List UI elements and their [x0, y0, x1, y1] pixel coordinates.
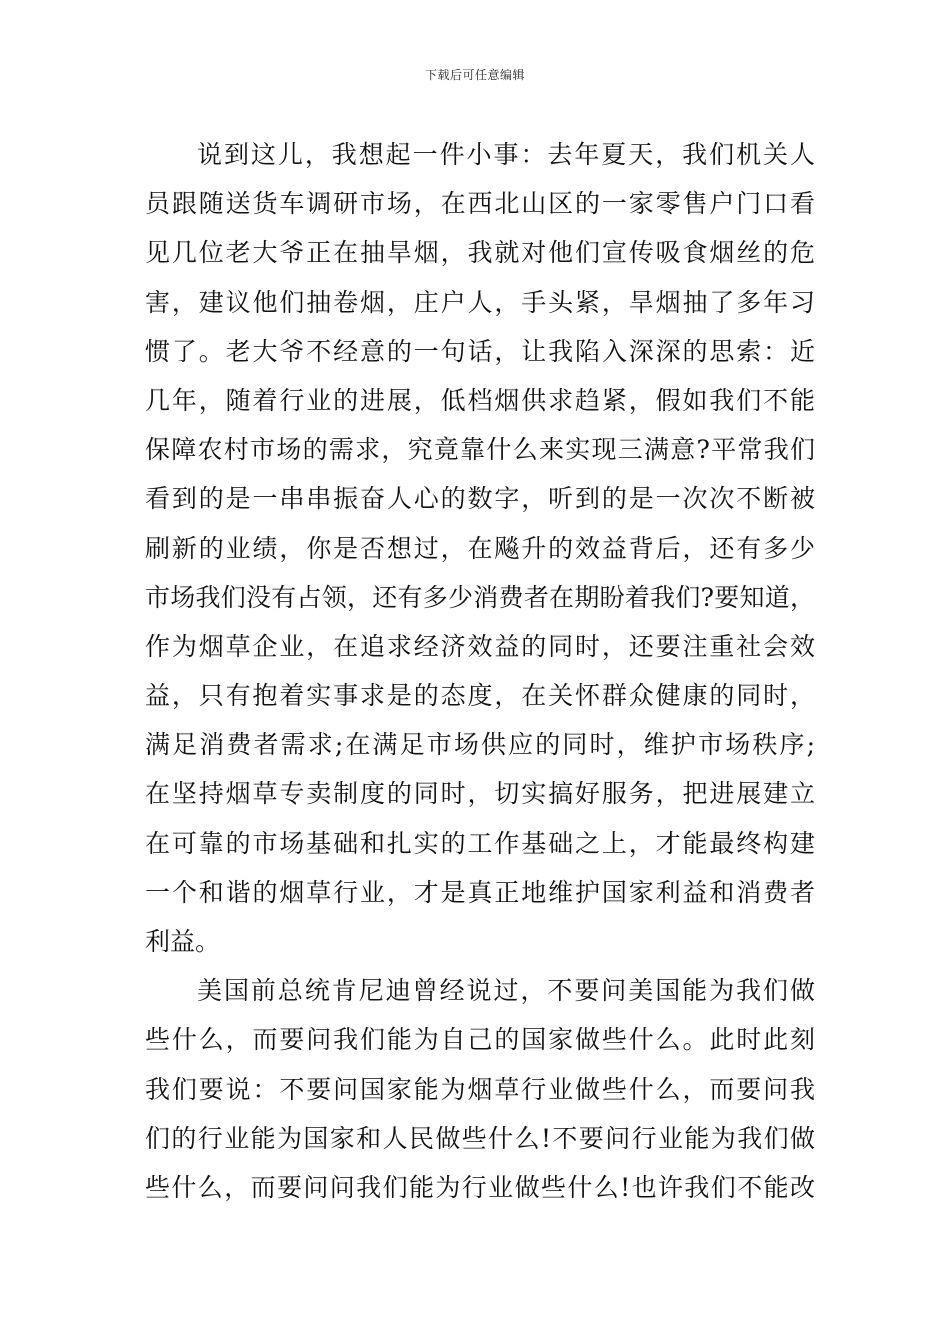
page-header: 下载后可任意编辑 — [424, 68, 525, 82]
text-line: 说到这儿，我想起一件小事：去年夏天，我们机关人 — [197, 140, 815, 169]
text-line: 员跟随送货车调研市场，在西北山区的一家零售户门口看 — [145, 189, 815, 219]
text-line: 满足消费者需求;在满足市场供应的同时，维护市场秩序; — [145, 730, 815, 760]
paragraph-2 — [145, 966, 815, 1212]
text-line: 惯了。老大爷不经意的一句话，让我陷入深深的思索：近 — [145, 336, 815, 366]
text-line: 在可靠的市场基础和扎实的工作基础之上，才能最终构建 — [145, 828, 815, 858]
text-line: 美国前总统肯尼迪曾经说过，不要问美国能为我们做 — [197, 976, 815, 1006]
text-line: 刷新的业绩，你是否想过，在飚升的效益背后，还有多少 — [145, 533, 815, 563]
text-line: 我们要说：不要问国家能为烟草行业做些什么，而要问我 — [145, 1074, 815, 1104]
text-line: 作为烟草企业，在追求经济效益的同时，还要注重社会效 — [145, 631, 815, 661]
text-line: 看到的是一串串振奋人心的数字，听到的是一次次不断被 — [145, 484, 815, 514]
document-body — [145, 130, 815, 1212]
paragraph-1 — [145, 130, 815, 966]
text-line: 一个和谐的烟草行业，才是真正地维护国家利益和消费者 — [145, 877, 815, 907]
text-line: 几年，随着行业的进展，低档烟供求趋紧，假如我们不能 — [145, 385, 815, 415]
text-line: 们的行业能为国家和人民做些什么!不要问行业能为我们做 — [145, 1123, 815, 1153]
text-line: 保障农村市场的需求，究竟靠什么来实现三满意?平常我们 — [145, 435, 815, 465]
text-line: 害，建议他们抽卷烟，庄户人，手头紧，旱烟抽了多年习 — [145, 287, 815, 317]
text-line: 利益。 — [145, 927, 221, 956]
text-line: 在坚持烟草专卖制度的同时，切实搞好服务，把进展建立 — [145, 779, 815, 809]
text-line: 些什么，而要问我们能为自己的国家做些什么。此时此刻 — [145, 1025, 815, 1055]
text-line: 市场我们没有占领，还有多少消费者在期盼着我们?要知道， — [145, 582, 815, 612]
text-line: 些什么，而要问问我们能为行业做些什么!也许我们不能改 — [145, 1172, 815, 1202]
text-line: 见几位老大爷正在抽旱烟，我就对他们宣传吸食烟丝的危 — [145, 238, 815, 268]
text-line: 益，只有抱着实事求是的态度，在关怀群众健康的同时， — [145, 681, 815, 711]
